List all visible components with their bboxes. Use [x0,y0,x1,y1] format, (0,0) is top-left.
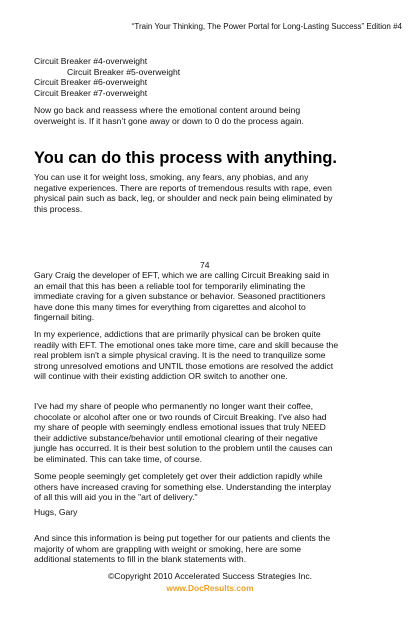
text-line: physical pain such as back, leg, or shoulder and neck pain being eliminated by [34,193,333,204]
some-people-paragraph [34,471,384,503]
circuit-breaker-line: Circuit Breaker #7-overweight [34,87,148,98]
text-line: others have increased craving for something else. Understanding the interplay [34,481,332,492]
circuit-breaker-list [34,56,384,98]
share-paragraph [34,401,384,465]
closing-paragraph [34,533,384,565]
page-header: “Train Your Thinking, The Power Portal for Long-Lasting Success” Edition #4 [131,22,402,31]
text-line: of all this will aid you in the "art of delivery." [34,492,198,503]
text-line: additional statements to fill in the blank statements with. [34,554,247,565]
text-line: their addictive substance/behavior until emotional clearing of their negative [34,432,318,443]
gary-craig-paragraph [34,270,384,323]
circuit-breaker-line: Circuit Breaker #4-overweight [34,56,148,66]
reassess-paragraph [34,105,384,126]
text-line: majority of whom are grappling with weight or smoking, here are some [34,543,302,554]
signoff: Hugs, Gary [34,507,78,517]
text-line: In my experience, addictions that are primarily physical can be broken quite [34,329,321,339]
text-line: my share of people with seemingly endless emotional issues that truly NEED [34,422,326,433]
text-line: Now go back and reassess where the emotional content around being [34,105,301,115]
experience-paragraph [34,329,384,382]
uses-paragraph [34,172,384,214]
text-line: immediate craving for a given substance or behavior. Seasoned practitioners [34,291,326,302]
footer-copyright: ©Copyright 2010 Accelerated Success Strategies Inc. [107,571,313,581]
section-heading: You can do this process with anything. [34,149,337,167]
text-line: I've had my share of people who permanently no longer want their coffee, [34,401,314,411]
footer-url-link[interactable]: www.DocResults.com [166,583,254,593]
text-line: have done this many times for everything from cigarettes and alcohol to [34,301,306,312]
circuit-breaker-line: Circuit Breaker #5-overweight [67,66,181,77]
text-line: fingernail biting. [34,312,95,323]
text-line: be eliminated. This can take time, of course. [34,453,202,464]
text-line: You can use it for weight loss, smoking, any fears, any phobias, and any [34,172,309,182]
text-line: Gary Craig the developer of EFT, which we are calling Circuit Breaking said in [34,270,330,280]
page-number: 74 [200,260,210,270]
text-line: real problem isn't a simple physical craving. It is the need to tranquilize some [34,350,326,361]
text-line: readily with EFT. The emotional ones take more time, care and skill because the [34,339,339,350]
text-line: an email that this has been a reliable tool for temporarily eliminating the [34,280,306,291]
text-line: this process. [34,203,83,214]
text-line: And since this information is being put together for our patients and clients the [34,533,331,543]
text-line: strong unresolved emotions and UNTIL those emotions are resolved the addict [34,360,334,371]
text-line: jungle has occurred. It is their best solution to the problem until the causes can [34,443,333,454]
text-line: overweight is. If it hasn’t gone away or down to 0 do the process again. [34,115,304,126]
text-line: chocolate or alcohol after one or two rounds of Circuit Breaking. I've also had [34,411,327,422]
text-line: Some people seemingly get completely get over their addiction rapidly while [34,471,323,481]
circuit-breaker-line: Circuit Breaker #6-overweight [34,77,148,88]
text-line: will continue with their existing addiction OR switch to another one. [34,371,288,382]
text-line: negative experiences. There are reports of tremendous results with rape, even [34,182,332,193]
